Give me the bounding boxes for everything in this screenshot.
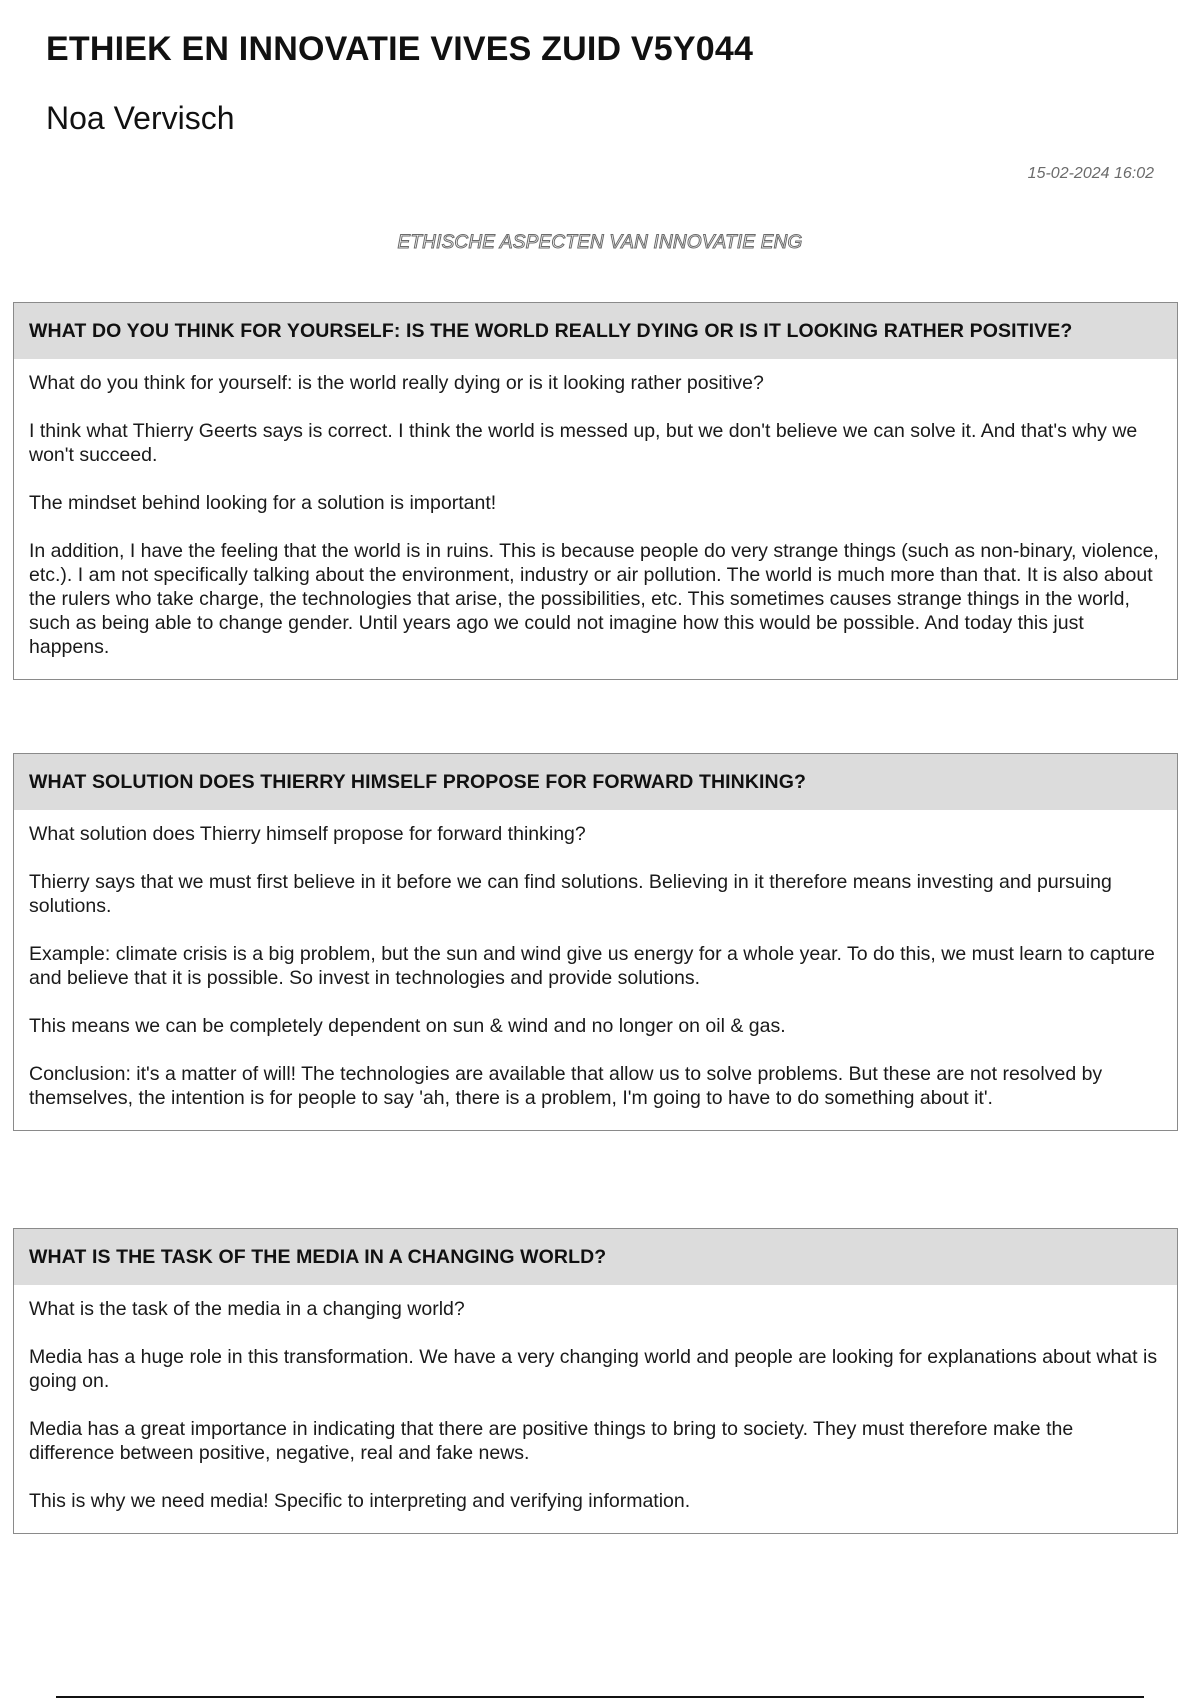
document-title: ETHIEK EN INNOVATIE VIVES ZUID V5Y044 xyxy=(46,30,754,68)
answer-paragraph: Media has a huge role in this transformation. We have a very changing world and people are looking for explanations about what is going on. xyxy=(29,1346,1158,1392)
section-question-heading: WHAT DO YOU THINK FOR YOURSELF: IS THE WORLD REALLY DYING OR IS IT LOOKING RATHER POSITIVE? xyxy=(14,303,1177,359)
course-subtitle: ETHISCHE ASPECTEN VAN INNOVATIE ENG xyxy=(397,232,803,253)
qa-section-forward-thinking xyxy=(13,753,1178,1131)
qa-section-media-task xyxy=(13,1228,1178,1534)
footer-divider xyxy=(56,1696,1144,1698)
answer-paragraph: Example: climate crisis is a big problem, but the sun and wind give us energy for a whole year. To do this, we must learn to capture and believe that it is possible. So invest in technologies and provide solutions. xyxy=(29,943,1155,989)
qa-section-world-dying xyxy=(13,302,1178,680)
section-answer-body xyxy=(14,359,1177,679)
answer-paragraph: The mindset behind looking for a solution is important! xyxy=(29,492,497,514)
author-name: Noa Vervisch xyxy=(46,100,235,136)
answer-paragraph: What solution does Thierry himself propose for forward thinking? xyxy=(29,823,586,845)
section-answer-body xyxy=(14,810,1177,1130)
answer-paragraph: This is why we need media! Specific to interpreting and verifying information. xyxy=(29,1490,691,1512)
section-question-heading: WHAT IS THE TASK OF THE MEDIA IN A CHANGING WORLD? xyxy=(14,1229,1177,1285)
answer-paragraph: In addition, I have the feeling that the world is in ruins. This is because people do very strange things (such as non-binary, violence, etc.). I am not specifically talking about the environment, industry or air pollution. The world is much more than that. It is also about the rulers who take charge, the technologies that arise, the possibilities, etc. This sometimes causes strange things in the world, such as being able to change gender. Until years ago we could not imagine how this would be possible. And today this just happens. xyxy=(29,540,1159,658)
timestamp: 15-02-2024 16:02 xyxy=(1027,165,1154,182)
answer-paragraph: What do you think for yourself: is the world really dying or is it looking rather positive? xyxy=(29,372,764,394)
answer-paragraph: Media has a great importance in indicating that there are positive things to bring to society. They must therefore make the difference between positive, negative, real and fake news. xyxy=(29,1418,1074,1464)
answer-paragraph: Thierry says that we must first believe in it before we can find solutions. Believing in it therefore means investing and pursuing solutions. xyxy=(29,871,1112,917)
answer-paragraph: Conclusion: it's a matter of will! The technologies are available that allow us to solve problems. But these are not resolved by themselves, the intention is for people to say 'ah, there is a problem, I'm going to have to do something about it'. xyxy=(29,1063,1103,1109)
answer-paragraph: I think what Thierry Geerts says is correct. I think the world is messed up, but we don't believe we can solve it. And that's why we won't succeed. xyxy=(29,420,1138,466)
section-question-heading: WHAT SOLUTION DOES THIERRY HIMSELF PROPOSE FOR FORWARD THINKING? xyxy=(14,754,1177,810)
section-answer-body xyxy=(14,1285,1177,1533)
answer-paragraph: This means we can be completely dependent on sun & wind and no longer on oil & gas. xyxy=(29,1015,786,1037)
answer-paragraph: What is the task of the media in a changing world? xyxy=(29,1298,465,1320)
